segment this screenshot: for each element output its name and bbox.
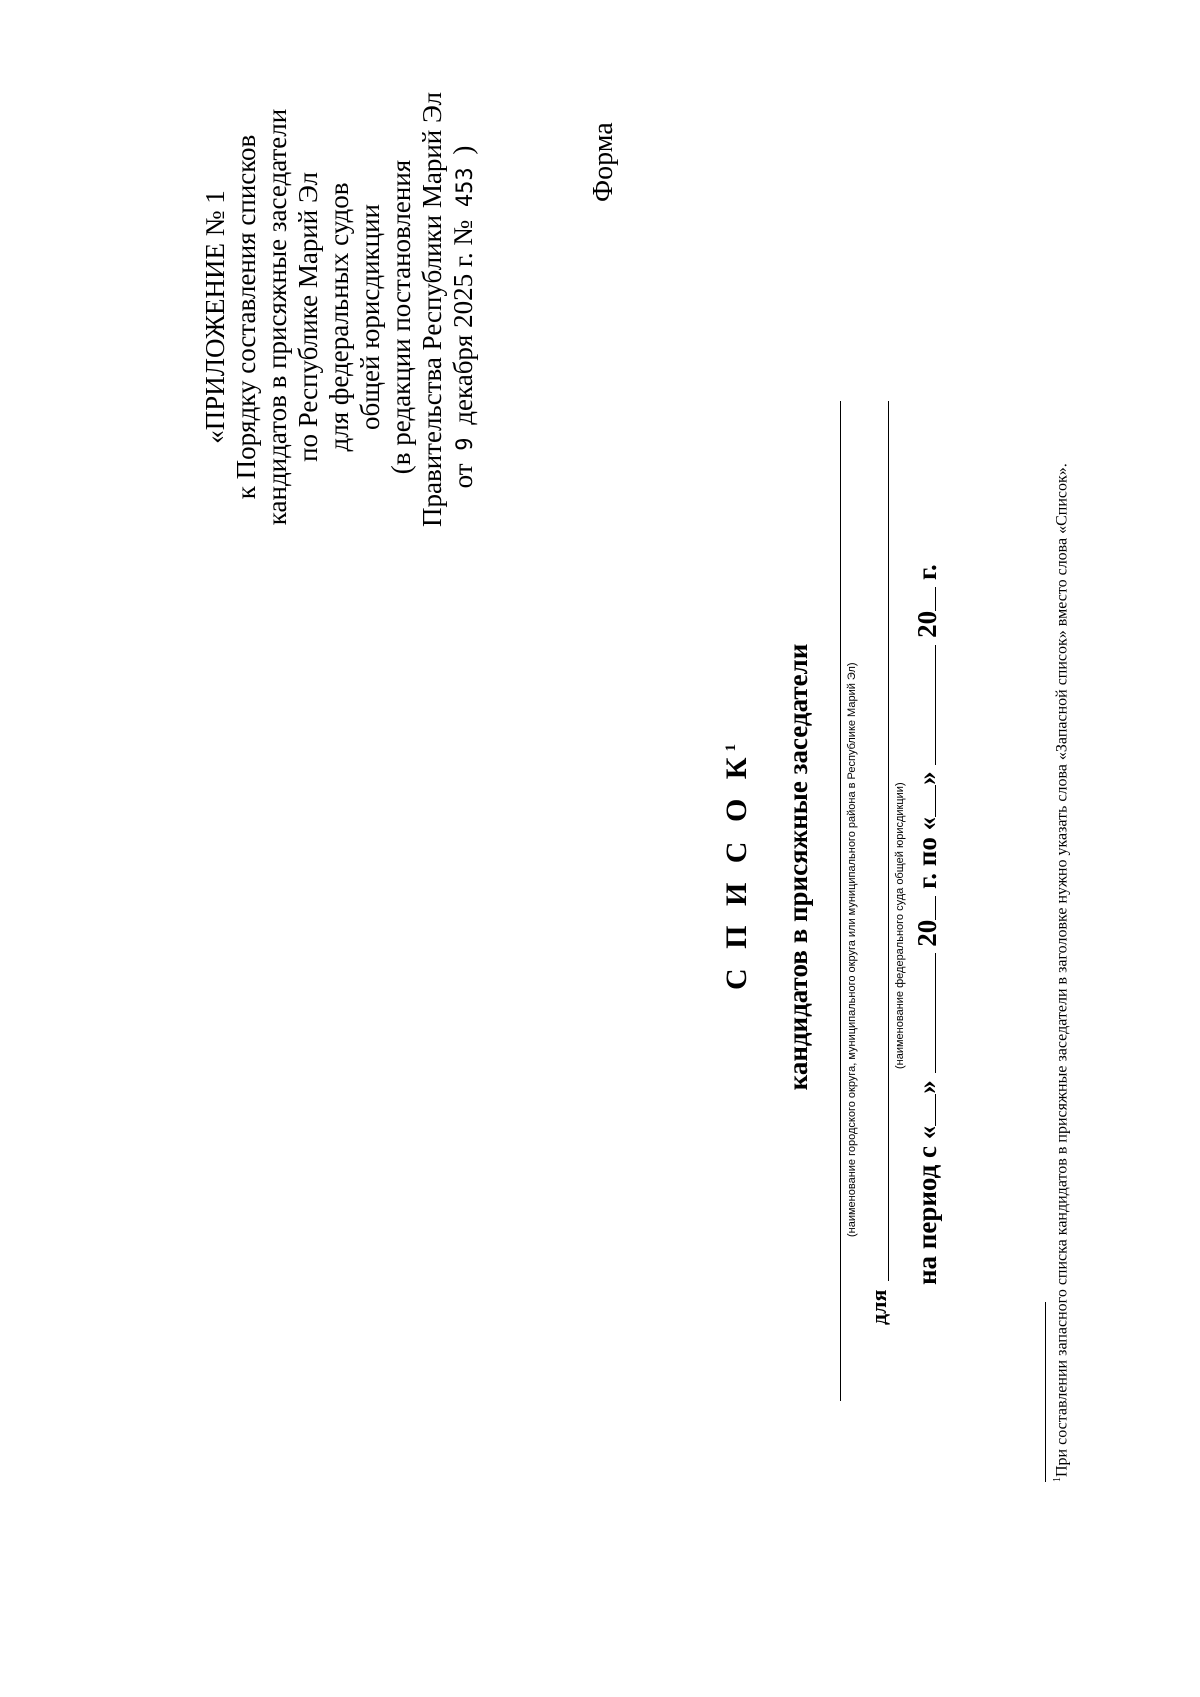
document-title: [720, 517, 754, 1217]
appendix-block: [200, 92, 481, 527]
footnote-mark: 1: [1052, 1477, 1063, 1482]
appendix-line: общей юрисдикции: [355, 204, 385, 430]
date-prefix: от: [448, 463, 478, 489]
appendix-line: (в редакции постановления: [386, 159, 416, 475]
year-prefix-1: 20: [912, 919, 942, 947]
appendix-line: по Республике Марий Эл: [293, 172, 323, 462]
municipality-line: [840, 401, 841, 1401]
year-blank-1: [913, 896, 936, 920]
appendix-line: «ПРИЛОЖЕНИЕ № 1: [200, 190, 230, 444]
court-line: [888, 401, 889, 1281]
footnote-text: При составлении запасного списка кандидатов в присяжные заседатели в заголовке нужно указать слова «Запасной список» вместо слова «Список».: [1053, 463, 1071, 1477]
appendix-line: к Порядку составления списков: [231, 134, 261, 500]
date-number: 453: [453, 167, 478, 208]
court-caption: (наименование федерального суда общей юрисдикции): [894, 782, 906, 1069]
footnote: [1052, 463, 1071, 1482]
date-day: 9: [453, 437, 478, 451]
period-from-label: на период с «: [912, 1125, 942, 1285]
day-blank-2: [913, 785, 936, 817]
for-label: для: [866, 1289, 891, 1325]
municipality-caption: (наименование городского округа, муниципального округа или муниципального района в Республике Марий Эл): [846, 662, 858, 1237]
date-close: ): [448, 145, 478, 155]
year-suffix-2: г.: [912, 564, 942, 581]
close-quote-1: »: [912, 1080, 942, 1094]
year-prefix-2: 20: [912, 610, 942, 638]
year-suffix-1: г. по «: [912, 816, 942, 889]
title-footnote-mark: 1: [723, 743, 739, 752]
day-blank-1: [913, 1094, 936, 1126]
footnote-separator: [1045, 1302, 1046, 1482]
close-quote-2: »: [912, 771, 942, 785]
title-text: С П И С О К: [720, 751, 753, 991]
appendix-line: для федеральных судов: [324, 182, 354, 452]
appendix-line: Правительства Республики Марий Эл: [417, 92, 447, 527]
form-label: Форма: [588, 122, 619, 202]
appendix-date-line: [448, 107, 481, 527]
date-rest: декабря 2025 г. №: [448, 219, 478, 425]
period-row: [912, 564, 943, 1285]
document-subtitle: кандидатов в присяжные заседатели: [783, 643, 813, 1091]
month-blank-1: [913, 953, 936, 1073]
year-blank-2: [913, 587, 936, 611]
appendix-line: кандидатов в присяжные заседатели: [262, 108, 292, 526]
month-blank-2: [913, 645, 936, 765]
